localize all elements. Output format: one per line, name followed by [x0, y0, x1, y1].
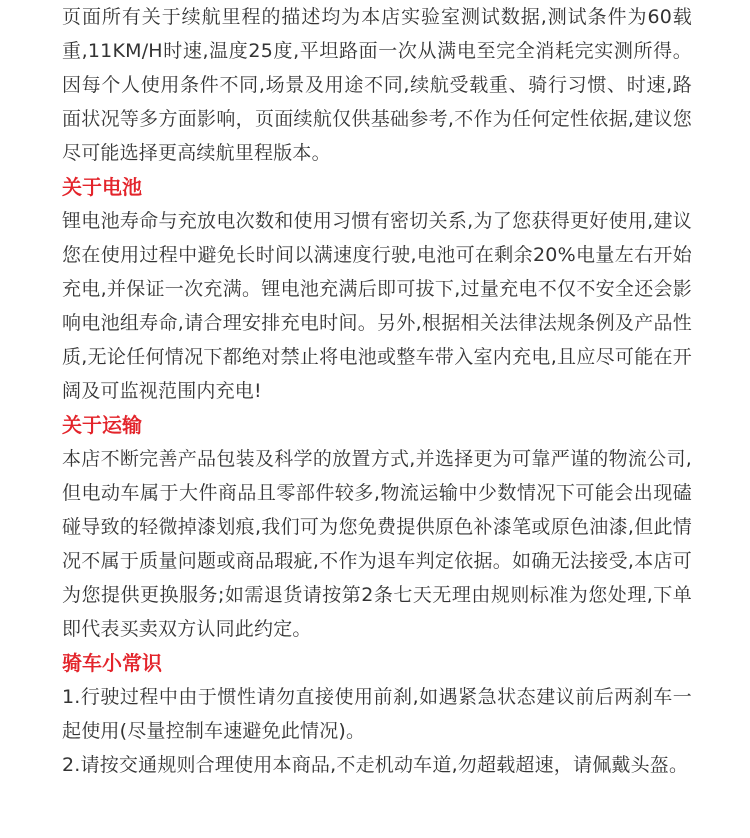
range-disclaimer-paragraph: 页面所有关于续航里程的描述均为本店实验室测试数据,测试条件为60载重,11KM/H时速,温度25度,平坦路面一次从满电至完全消耗完实测所得。因每个人使用条件不同,场景及用途不同,续航受载重、骑行习惯、时速,路面状况等多方面影响，页面续航仅供基础参考,不作为任何定性依据,建议您尽可能选择更高续航里程版本。 [62, 6, 692, 164]
battery-paragraph: 锂电池寿命与充放电次数和使用习惯有密切关系,为了您获得更好使用,建议您在使用过程中避免长时间以满速度行驶,电池可在剩余20%电量左右开始充电,并保证一次充满。锂电池充满后即可拔下,过量充电不仅不安全还会影响电池组寿命,请合理安排充电时间。另外,根据相关法律法规条例及产品性质,无论任何情况下都绝对禁止将电池或整车带入室内充电,且应尽可能在开阔及可监视范围内充电! [62, 210, 692, 402]
battery-section-title: 关于电池 [62, 175, 142, 199]
shipping-paragraph: 本店不断完善产品包装及科学的放置方式,并选择更为可靠严谨的物流公司,但电动车属于大件商品且零部件较多,物流运输中少数情况下可能会出现磕碰导致的轻微掉漆划痕,我们可为您免费提供原色补漆笔或原色油漆,但此情况不属于质量问题或商品瑕疵,不作为退车判定依据。如确无法接受,本店可为您提供更换服务;如需退货请按第2条七天无理由规则标准为您处理,下单即代表买卖双方认同此约定。 [62, 448, 692, 640]
riding-tips-section-title: 骑车小常识 [62, 651, 162, 675]
riding-tip-2: 2.请按交通规则合理使用本商品,不走机动车道,勿超载超速，请佩戴头盔。 [62, 754, 689, 776]
riding-tip-1: 1.行驶过程中由于惯性请勿直接使用前刹,如遇紧急状态建议前后两刹车一起使用(尽量控制车速避免此情况)。 [62, 686, 692, 742]
shipping-section-title: 关于运输 [62, 413, 142, 437]
